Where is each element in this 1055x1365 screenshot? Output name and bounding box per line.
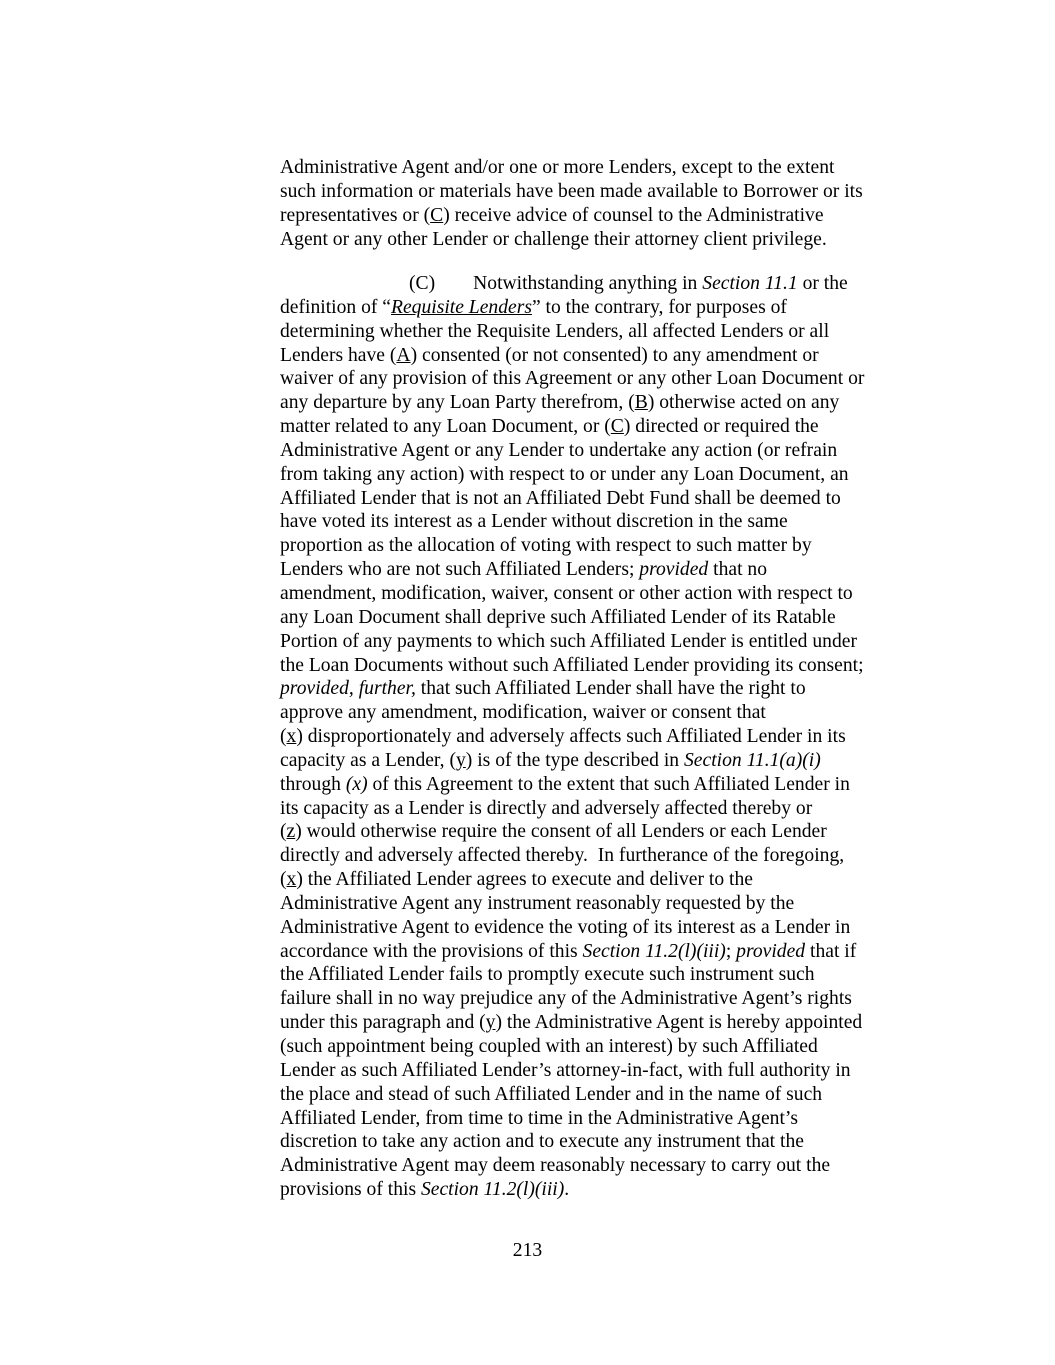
- text-line: Administrative Agent any instrument reasonably requested by the: [280, 892, 795, 914]
- text-line: its capacity as a Lender is directly and adversely affected thereby or: [280, 797, 813, 819]
- clause-letter: C: [430, 204, 444, 226]
- text-line: (z) would otherwise require the consent of all Lenders or each Lender: [280, 821, 827, 843]
- text-line: any Loan Document shall deprive such Affiliated Lender of its Ratable: [280, 606, 836, 628]
- defined-term: Requisite Lenders: [391, 296, 532, 318]
- text-line: Affiliated Lender that is not an Affiliated Debt Fund shall be deemed to: [280, 487, 841, 509]
- text-line: have voted its interest as a Lender without discretion in the same: [280, 511, 788, 533]
- clause-letter: z: [286, 821, 296, 843]
- text-line: provided, further, that such Affiliated Lender shall have the right to: [280, 678, 806, 700]
- text-line: approve any amendment, modification, waiver or consent that: [280, 702, 766, 724]
- text-line: Lenders who are not such Affiliated Lenders; provided that no: [280, 559, 768, 581]
- section-reference: Section 11.2(l)(iii): [420, 1179, 565, 1201]
- text-line: determining whether the Requisite Lenders, all affected Lenders or all: [280, 320, 830, 342]
- text-line: representatives or (C) receive advice of counsel to the Administrative: [280, 204, 824, 226]
- text-line: the Loan Documents without such Affiliated Lender providing its consent;: [280, 654, 864, 676]
- page-number: 213: [512, 1240, 543, 1261]
- text-line: (C) Notwithstanding anything in Section 11.1 or the: [409, 273, 848, 294]
- clause-letter: x: [286, 726, 297, 748]
- clause-letter: A: [396, 344, 411, 366]
- emphasis-term: provided: [639, 559, 709, 581]
- emphasis-term: provided: [736, 940, 806, 962]
- text-line: definition of “Requisite Lenders” to the contrary, for purposes of: [280, 296, 787, 318]
- paragraph-continuation: [280, 156, 904, 251]
- emphasis-term: provided, further,: [280, 678, 416, 700]
- text-line: (such appointment being coupled with an interest) by such Affiliated: [280, 1036, 818, 1057]
- clause-letter: y: [485, 1012, 496, 1034]
- section-reference: (x): [345, 773, 368, 795]
- text-line: (x) disproportionately and adversely affects such Affiliated Lender in its: [280, 726, 846, 748]
- text-line: proportion as the allocation of voting with respect to such matter by: [280, 535, 812, 557]
- text-line: the place and stead of such Affiliated Lender and in the name of such: [280, 1083, 823, 1105]
- text-line: under this paragraph and (y) the Administrative Agent is hereby appointed: [280, 1012, 863, 1034]
- text-line: discretion to take any action and to execute any instrument that the: [280, 1131, 804, 1153]
- text-line: Lender as such Affiliated Lender’s attorney-in-fact, with full authority in: [280, 1059, 851, 1081]
- text-line: failure shall in no way prejudice any of the Administrative Agent’s rights: [280, 988, 852, 1010]
- clause-letter: B: [634, 392, 648, 414]
- section-reference: Section 11.1: [702, 273, 798, 294]
- section-reference: Section 11.1(a)(i): [684, 749, 821, 771]
- text-line: capacity as a Lender, (y) is of the type described in Section 11.1(a)(i): [280, 749, 821, 771]
- section-reference: Section 11.2(l)(iii): [582, 940, 726, 962]
- text-line: such information or materials have been made available to Borrower or its: [280, 180, 863, 202]
- text-line: Affiliated Lender, from time to time in the Administrative Agent’s: [280, 1107, 798, 1129]
- clause-letter: x: [286, 869, 297, 891]
- text-line: Lenders have (A) consented (or not consented) to any amendment or: [280, 344, 819, 366]
- text-line: Administrative Agent to evidence the voting of its interest as a Lender in: [280, 916, 851, 938]
- text-line: Administrative Agent or any Lender to undertake any action (or refrain: [280, 439, 838, 461]
- text-line: through (x) of this Agreement to the extent that such Affiliated Lender in: [280, 773, 850, 795]
- text-line: directly and adversely affected thereby. In furtherance of the foregoing,: [280, 845, 845, 867]
- text-line: (x) the Affiliated Lender agrees to execute and deliver to the: [280, 869, 753, 891]
- text-line: matter related to any Loan Document, or (C) directed or required the: [280, 416, 819, 438]
- text-line: Administrative Agent may deem reasonably necessary to carry out the: [280, 1155, 831, 1177]
- clause-letter: y: [456, 749, 466, 771]
- text-line: amendment, modification, waiver, consent or other action with respect to: [280, 582, 853, 604]
- text-line: Administrative Agent and/or one or more Lenders, except to the extent: [280, 157, 835, 178]
- text-line: provisions of this Section 11.2(l)(iii).: [280, 1179, 570, 1201]
- paragraph-c: [280, 272, 904, 1202]
- paragraph-marker: (C): [409, 273, 436, 294]
- text-line: from taking any action) with respect to or under any Loan Document, an: [280, 463, 849, 485]
- clause-letter: C: [610, 416, 624, 438]
- text-line: Agent or any other Lender or challenge their attorney client privilege.: [280, 228, 827, 250]
- text-line: accordance with the provisions of this Section 11.2(l)(iii); provided that if: [280, 940, 857, 962]
- text-line: the Affiliated Lender fails to promptly execute such instrument such: [280, 964, 815, 986]
- text-line: waiver of any provision of this Agreement or any other Loan Document or: [280, 368, 865, 390]
- text-line: any departure by any Loan Party therefrom, (B) otherwise acted on any: [280, 392, 840, 414]
- text-line: Portion of any payments to which such Affiliated Lender is entitled under: [280, 630, 857, 652]
